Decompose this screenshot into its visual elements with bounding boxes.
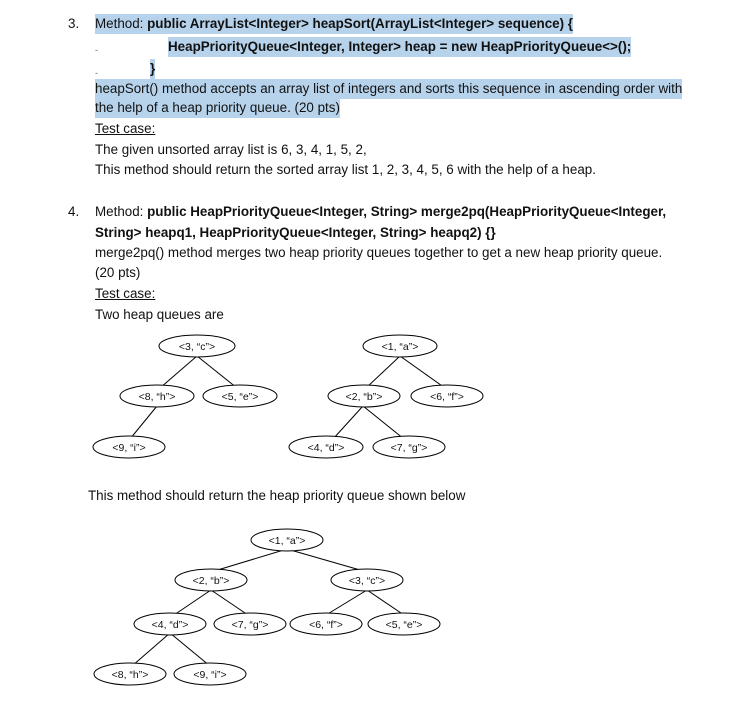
heap1-edge-root-left: [160, 356, 197, 388]
q4-result-label: This method should return the heap priority queue shown below: [88, 488, 466, 503]
merged-node-ll: [134, 613, 206, 635]
q3-test-case-label: Test case:: [95, 121, 156, 136]
merged-edge-root-r: [287, 549, 367, 572]
q4-signature-line2: String> heapq1, HeapPriorityQueue<Integer, String> heapq2) {}: [95, 225, 496, 240]
q3-number: 3.: [68, 16, 80, 31]
merged-node-l: [175, 569, 247, 591]
merged-node-llr: [174, 663, 246, 685]
merged-edge-ll-llr: [170, 633, 210, 666]
heap2-edge-left-leftleft: [333, 406, 363, 439]
q3-test-line2: This method should return the sorted array list 1, 2, 3, 4, 5, 6 with the help of a heap.: [95, 162, 596, 177]
heap2-edge-root-right: [400, 356, 445, 388]
heap1-left-label: <8, “h”>: [138, 391, 176, 403]
q4-number: 4.: [68, 204, 80, 219]
merged-edge-l-lr: [211, 590, 248, 615]
merged-node-rl: [290, 613, 362, 635]
merged-node-r: [331, 569, 403, 591]
heap2-node-root: [363, 335, 437, 357]
heap2-root-label: <1, “a”>: [381, 341, 419, 353]
heap1-node-right: [203, 385, 277, 407]
merged-node-root: [251, 529, 323, 551]
q3-signature: public ArrayList<Integer> heapSort(ArrayList<Integer> sequence) {: [147, 16, 574, 31]
heap1-root-label: <3, “c”>: [178, 341, 216, 353]
heap2-left-left-label: <4, “d”>: [307, 442, 345, 454]
q4-signature-line1: public HeapPriorityQueue<Integer, String> merge2pq(HeapPriorityQueue<Integer,: [147, 204, 667, 219]
heap2-left-label: <2, “b”>: [345, 391, 383, 403]
q4-method-prefix: Method:: [95, 204, 148, 219]
heap2-right-label: <6, “f”>: [430, 391, 464, 403]
heap2-edge-root-left: [366, 356, 400, 388]
q4-desc-line2: (20 pts): [95, 265, 141, 280]
q3-margin-mark: -: [95, 45, 98, 55]
heap1-node-left: [120, 385, 194, 407]
q4-desc-line1: merge2pq() method merges two heap priority queues together to get a new heap priority queue.: [95, 245, 663, 260]
merged-lr-label: <7, “g”>: [231, 619, 269, 631]
heap1-left-left-label: <9, “i”>: [112, 442, 146, 454]
q4-test-case-label: Test case:: [95, 286, 156, 301]
q3-close-brace: }: [150, 59, 155, 79]
q3-desc-line2: the help of a heap priority queue. (20 pts): [95, 98, 340, 118]
merged-lll-label: <8, “h”>: [111, 669, 149, 681]
heap1-edge-left-leftleft: [130, 406, 157, 439]
q3-desc-line1: heapSort() method accepts an array list of integers and sorts this sequence in ascending order with: [95, 79, 682, 99]
heap2-node-right: [411, 385, 483, 407]
heap2-node-left-right: [373, 436, 445, 458]
q3-margin-mark-2: -: [95, 68, 98, 78]
heap2-node-left: [328, 385, 400, 407]
merged-rr-label: <5, “e”>: [385, 619, 423, 631]
merged-edge-l-ll: [174, 590, 211, 615]
q3-body-line: HeapPriorityQueue<Integer, Integer> heap = new HeapPriorityQueue<>();: [168, 37, 631, 57]
merged-edge-r-rl: [326, 590, 367, 615]
merged-node-lll: [94, 663, 166, 685]
heap2-node-left-left: [289, 436, 363, 458]
heap1-edge-root-right: [197, 356, 237, 388]
merged-root-label: <1, “a”>: [268, 535, 306, 547]
merged-node-lr: [214, 613, 286, 635]
merged-r-label: <3, “c”>: [348, 575, 386, 587]
merged-edge-root-l: [211, 549, 287, 572]
merged-edge-r-rr: [367, 590, 404, 615]
merged-l-label: <2, “b”>: [192, 575, 230, 587]
merged-edge-ll-lll: [132, 633, 170, 666]
q4-two-heaps-label: Two heap queues are: [95, 307, 224, 322]
heap1-node-root: [159, 335, 235, 357]
heap2-edge-left-leftright: [363, 406, 404, 439]
heap1-node-left-left: [93, 436, 165, 458]
heap1-right-label: <5, “e”>: [221, 391, 259, 403]
merged-node-rr: [368, 613, 440, 635]
q3-method-prefix: Method:: [95, 16, 148, 31]
heap2-left-right-label: <7, “g”>: [390, 442, 428, 454]
merged-llr-label: <9, “i”>: [193, 669, 227, 681]
merged-ll-label: <4, “d”>: [151, 619, 189, 631]
q3-test-line1: The given unsorted array list is 6, 3, 4, 1, 5, 2,: [95, 142, 367, 157]
merged-rl-label: <6, “f”>: [309, 619, 343, 631]
